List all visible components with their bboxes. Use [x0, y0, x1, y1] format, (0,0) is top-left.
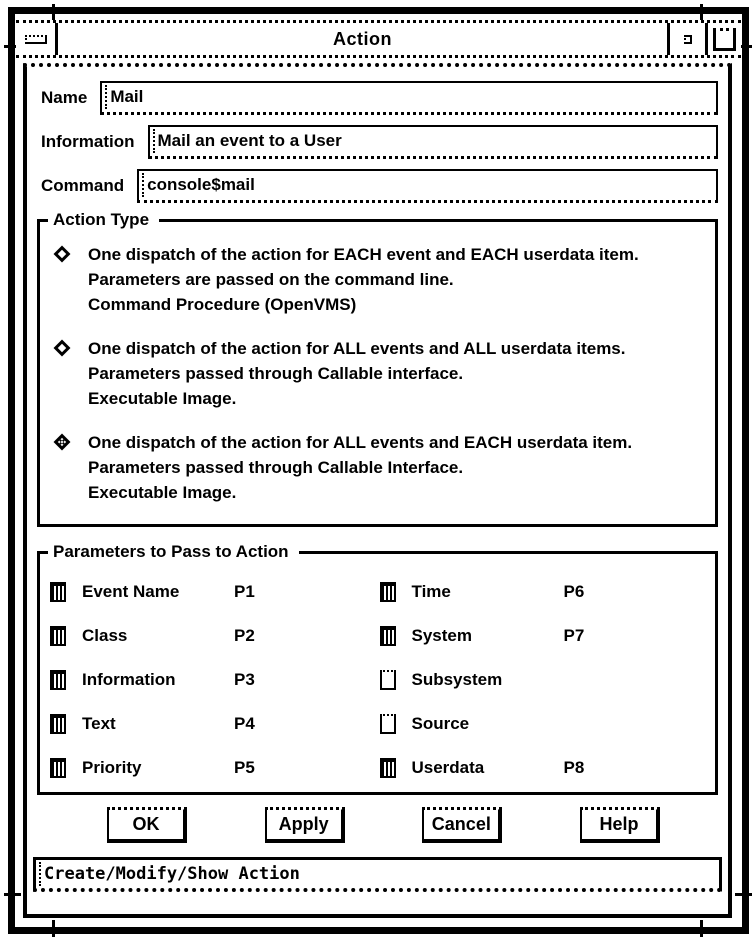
param-label: Subsystem	[411, 670, 503, 689]
option-line: Parameters passed through Callable Interface.	[88, 458, 464, 477]
param-text[interactable]	[50, 702, 380, 746]
frame-notch	[735, 893, 752, 896]
dialog-client-area	[23, 63, 732, 918]
param-priority[interactable]	[50, 746, 380, 790]
ok-button[interactable]: OK	[107, 807, 187, 843]
checkbox-icon[interactable]	[380, 714, 396, 734]
radio-diamond-icon[interactable]	[54, 246, 71, 263]
checkbox-icon[interactable]	[50, 670, 66, 690]
window-menu-icon	[25, 35, 47, 44]
checkbox-icon[interactable]	[50, 626, 66, 646]
parameters-left-column	[50, 570, 380, 790]
param-information[interactable]	[50, 658, 380, 702]
option-line: Parameters passed through Callable interface.	[88, 364, 464, 383]
param-label: Information	[82, 670, 176, 689]
frame-notch	[700, 4, 703, 21]
name-value: Mail	[110, 87, 144, 106]
param-userdata[interactable]	[380, 746, 710, 790]
title-bar[interactable]	[16, 20, 741, 58]
option-line: One dispatch of the action for ALL events and EACH userdata item.	[88, 433, 633, 452]
command-value: console$mail	[147, 175, 255, 194]
information-label: Information	[41, 131, 135, 151]
radio-diamond-icon[interactable]	[54, 340, 71, 357]
maximize-icon	[713, 28, 736, 51]
frame-notch	[52, 4, 55, 21]
param-event-name[interactable]	[50, 570, 380, 614]
minimize-icon	[684, 35, 692, 44]
action-type-group	[37, 210, 718, 527]
param-number: P5	[234, 758, 255, 777]
text-caret	[142, 173, 144, 197]
param-label: Priority	[82, 758, 142, 777]
name-input[interactable]	[100, 81, 718, 115]
frame-notch	[52, 920, 55, 937]
parameters-group	[37, 542, 718, 795]
param-number: P8	[563, 758, 585, 777]
param-number: P2	[234, 626, 255, 645]
radio-option-all-events-each-userdata[interactable]	[52, 430, 707, 505]
parameters-right-column	[380, 570, 710, 790]
param-label: Text	[82, 714, 116, 733]
radio-diamond-icon[interactable]	[54, 434, 71, 451]
maximize-button[interactable]	[705, 23, 741, 55]
param-time[interactable]	[380, 570, 710, 614]
option-line: Executable Image.	[88, 389, 237, 408]
checkbox-icon[interactable]	[380, 758, 396, 778]
name-row	[41, 80, 718, 115]
option-line: One dispatch of the action for ALL events and ALL userdata items.	[88, 339, 626, 358]
radio-option-all-events-all-userdata[interactable]	[52, 336, 707, 411]
minimize-button[interactable]	[667, 23, 705, 55]
information-value: Mail an event to a User	[157, 131, 342, 150]
param-subsystem[interactable]	[380, 658, 710, 702]
param-number: P7	[563, 626, 585, 645]
param-label: Userdata	[411, 758, 485, 777]
param-class[interactable]	[50, 614, 380, 658]
param-label: Event Name	[82, 582, 180, 601]
window-title: Action	[333, 28, 392, 49]
information-input[interactable]	[148, 125, 719, 159]
checkbox-icon[interactable]	[50, 714, 66, 734]
status-text: Create/Modify/Show Action	[44, 864, 300, 884]
checkbox-icon[interactable]	[50, 582, 66, 602]
frame-notch	[700, 920, 703, 937]
param-number: P4	[234, 714, 255, 733]
information-row	[41, 124, 718, 159]
action-type-legend: Action Type	[48, 210, 159, 230]
option-line: One dispatch of the action for EACH event and EACH userdata item.	[88, 245, 639, 264]
param-label: System	[411, 626, 472, 645]
window-menu-button[interactable]	[16, 23, 58, 55]
param-source[interactable]	[380, 702, 710, 746]
text-caret	[39, 862, 41, 886]
help-button[interactable]: Help	[580, 807, 660, 843]
checkbox-icon[interactable]	[380, 670, 396, 690]
param-system[interactable]	[380, 614, 710, 658]
checkbox-icon[interactable]	[50, 758, 66, 778]
text-caret	[153, 129, 155, 153]
option-line: Command Procedure (OpenVMS)	[88, 295, 357, 314]
checkbox-icon[interactable]	[380, 582, 396, 602]
dialog-button-row	[107, 807, 660, 843]
param-number: P3	[234, 670, 255, 689]
apply-button[interactable]: Apply	[265, 807, 345, 843]
param-label: Class	[82, 626, 128, 645]
status-text-field[interactable]	[33, 857, 722, 892]
param-number: P1	[234, 582, 255, 601]
option-line: Executable Image.	[88, 483, 237, 502]
command-row	[41, 168, 718, 203]
frame-notch	[4, 893, 21, 896]
radio-option-each-event-each-userdata[interactable]	[52, 242, 707, 317]
cancel-button[interactable]: Cancel	[422, 807, 502, 843]
param-number: P6	[563, 582, 585, 601]
command-label: Command	[41, 175, 125, 195]
param-label: Time	[411, 582, 451, 601]
option-line: Parameters are passed on the command line.	[88, 270, 454, 289]
parameters-legend: Parameters to Pass to Action	[48, 542, 299, 562]
text-caret	[105, 85, 107, 109]
param-label: Source	[411, 714, 470, 733]
name-label: Name	[41, 87, 88, 107]
command-input[interactable]	[137, 169, 718, 203]
checkbox-icon[interactable]	[380, 626, 396, 646]
